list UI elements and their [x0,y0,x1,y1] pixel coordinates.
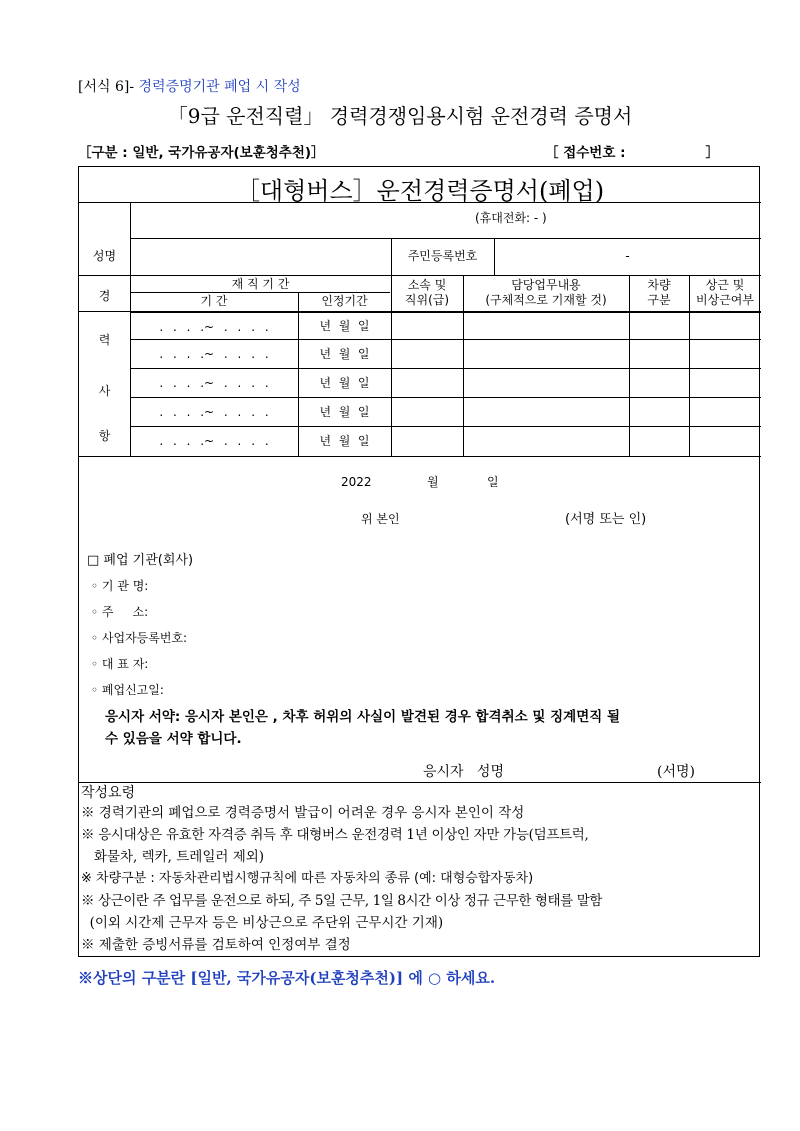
career-row-3-period: . . . .~ . . . . [159,376,269,390]
guide-line-2: ※ 응시대상은 유효한 자격증 취득 후 대형버스 운전경력 1년 이상인 자만 가능(덤프트럭, [81,827,589,843]
vehicle-type-header: 차량 구분 [647,278,671,307]
affiliation-position-header: 소속 및 직위(급) [404,278,450,307]
name-label: 성명 [92,249,117,263]
duty-description-header: 담당업무내용 (구체적으로 기재할 것) [485,278,607,307]
career-row-4-recognized: 년 월 일 [319,405,370,419]
resident-number-label: 주민등록번호 [407,249,478,263]
company-name-field: ◦ 기 관 명: [91,579,149,593]
form-description: 경력증명기관 폐업 시 작성 [138,79,301,95]
form-number: [서식 6]- [78,79,135,95]
career-side-label-2: 력 [98,333,111,347]
representative-field: ◦ 대 표 자: [91,657,149,671]
company-address-field: ◦ 주 소: [91,605,149,619]
closed-company-heading: □ 폐업 기관(회사) [87,553,194,568]
applicant-oath-line-2: 수 있음을 서약 합니다. [105,731,242,747]
business-registration-field: ◦ 사업자등록번호: [91,631,188,645]
career-row-5-recognized: 년 월 일 [319,434,370,448]
career-row-1-recognized: 년 월 일 [319,319,370,333]
receipt-number-field [545,141,719,161]
closure-date-field: ◦ 폐업신고일: [91,683,164,697]
applicant-seal-label: (서명) [657,764,695,780]
guide-line-7: ※ 제출한 증빙서류를 검토하여 인정여부 결정 [81,937,351,953]
guide-line-3: 화물차, 렉카, 트레일러 제외) [81,849,265,865]
career-row-2-period: . . . .~ . . . . [159,347,269,361]
recognized-period-header: 인정기간 [321,294,368,308]
sign-month: 월 [427,475,439,489]
guide-line-4: ※ 차량구분 : 자동차관리법시행규칙에 따른 자동차의 종류 (예: 대형승합자동차) [81,871,534,886]
career-row-5-period: . . . .~ . . . . [159,434,269,448]
career-row-4-period: . . . .~ . . . . [159,405,269,419]
career-row-1-period: . . . .~ . . . . [159,320,269,334]
sign-year: 2022 [341,475,372,489]
applicant-name-label: 응시자 성명 [423,764,504,780]
document-title: ［대형버스］운전경력증명서(폐업) [235,177,605,205]
guide-line-1: ※ 경력기관의 폐업으로 경력증명서 발급이 어려운 경우 응시자 본인이 작성 [81,805,525,821]
mobile-phone-field: (휴대전화: - ) [475,211,547,225]
signature-or-seal: (서명 또는 인) [565,512,647,527]
receipt-label: ［ 접수번호 : [545,145,626,161]
employment-period-header: 재 직 기 간 [231,277,290,291]
category-field: ［구분 : 일반, 국가유공자(보훈청추천)］ [78,145,325,161]
period-header: 기 간 [200,294,228,308]
career-row-3-recognized: 년 월 일 [319,376,370,390]
receipt-close: ］ [705,145,719,161]
sign-day: 일 [487,475,499,489]
applicant-self-label: 위 본인 [361,512,400,526]
main-title: 「9급 운전직렬」 경력경쟁임용시험 운전경력 증명서 [167,104,633,128]
career-side-label-1: 경 [98,289,111,303]
fulltime-status-header: 상근 및 비상근여부 [696,278,754,307]
certificate-form [78,166,760,957]
applicant-oath-line-1: 응시자 서약: 응시자 본인은 , 차후 허위의 사실이 발견된 경우 합격취소 및 징계면직 될 [105,709,621,725]
footer-note: ※상단의 구분란 [일반, 국가유공자(보훈청추천)] 에 ○ 하세요. [78,969,496,987]
career-side-label-4: 항 [98,429,111,443]
guide-line-5: ※ 상근이란 주 업무를 운전으로 하되, 주 5일 근무, 1일 8시간 이상 정규 근무한 형태를 말함 [81,893,602,909]
career-row-2-recognized: 년 월 일 [319,347,370,361]
resident-number-value: - [625,249,630,263]
career-side-label-3: 사 [98,384,111,398]
guide-line-6: (이외 시간제 근무자 등은 비상근으로 주단위 근무시간 기재) [81,915,444,931]
guide-heading: 작성요령 [81,785,136,801]
form-label [78,76,301,96]
